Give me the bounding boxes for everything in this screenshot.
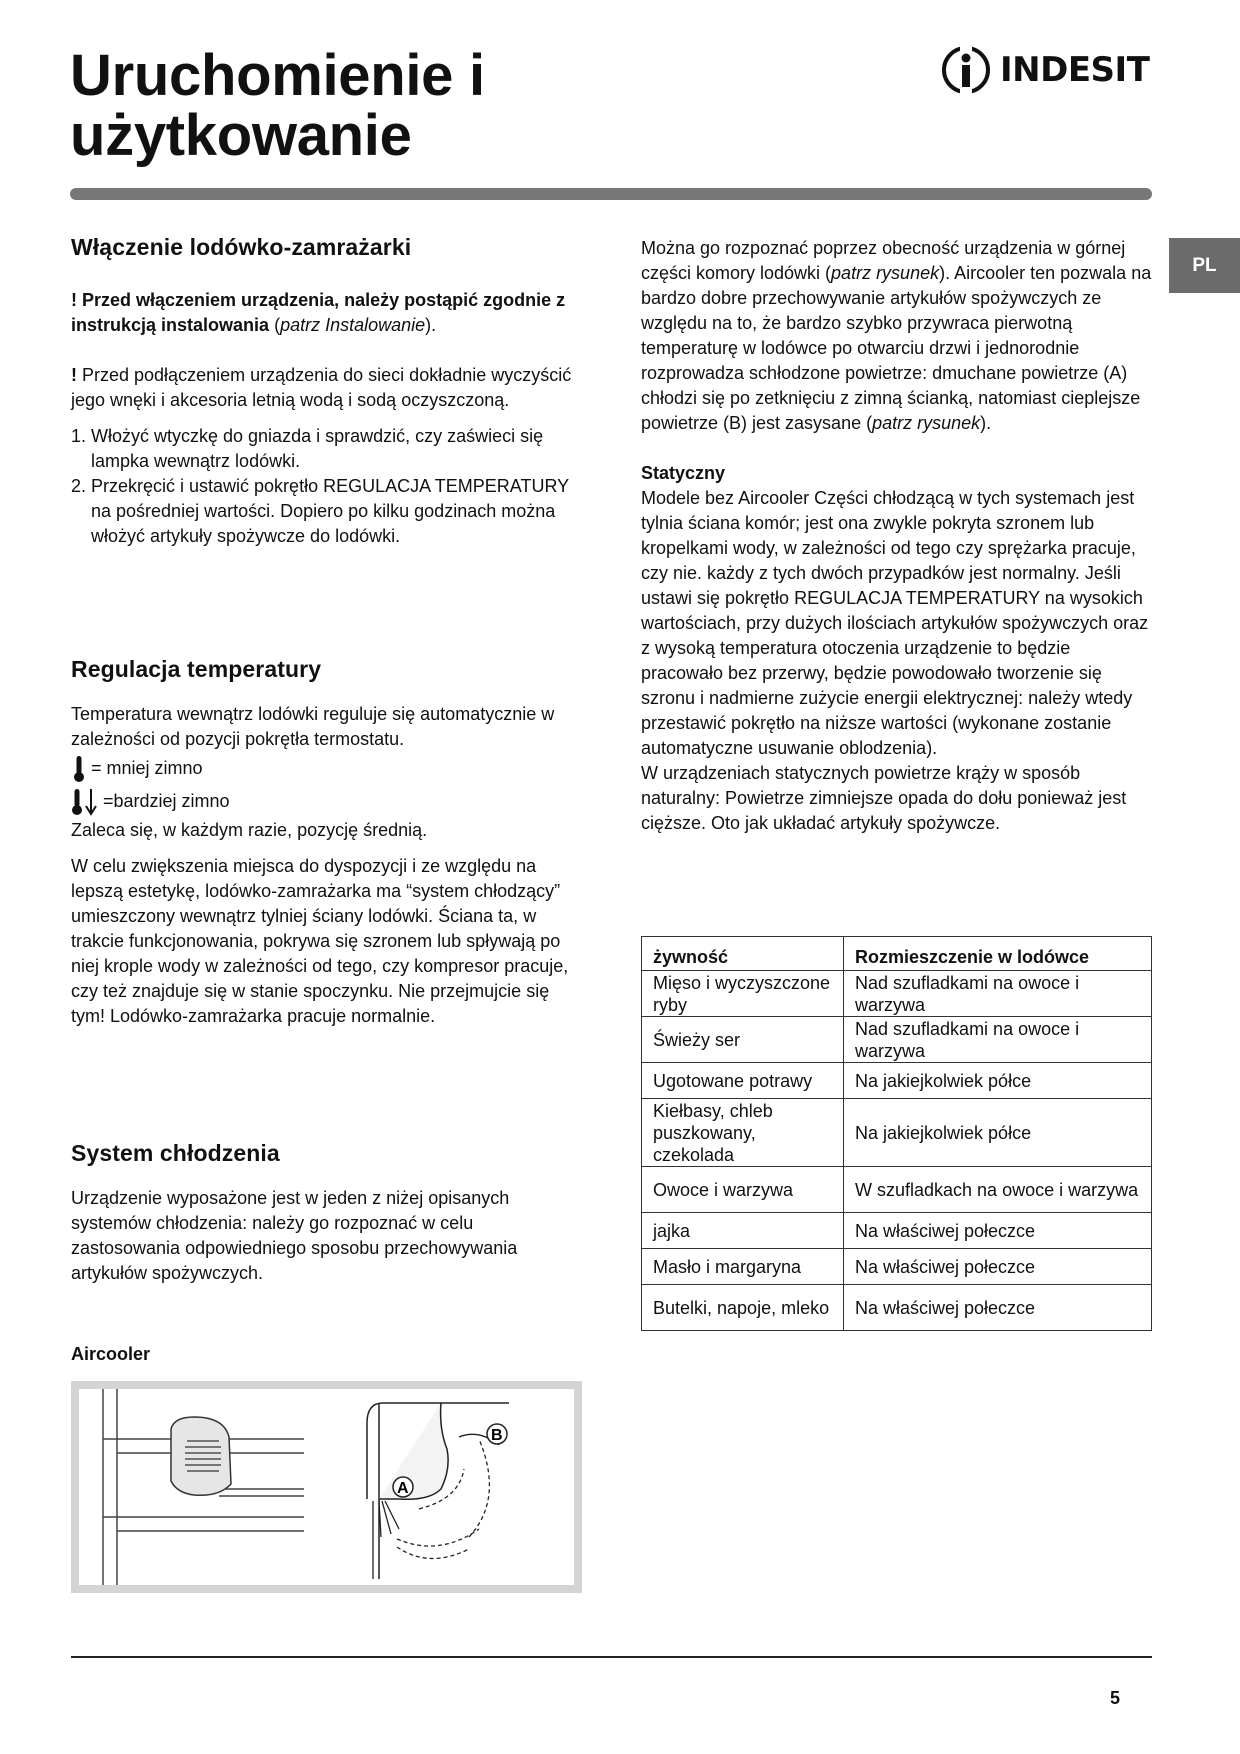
section-switch-on [71, 232, 586, 549]
table-cell-food: Owoce i warzywa [642, 1167, 844, 1213]
page-number: 5 [1110, 1688, 1121, 1708]
table-row [642, 1249, 1152, 1285]
table-cell-placement: Na właściwej połeczce [844, 1285, 1152, 1331]
table-cell-food: Mięso i wyczyszczone ryby [642, 971, 844, 1017]
table-cell-placement: Na właściwej połeczce [844, 1213, 1152, 1249]
indesit-logo-icon [940, 44, 992, 96]
table-cell-food: Świeży ser [642, 1017, 844, 1063]
aircooler-description [641, 236, 1156, 836]
temperature-description: W celu zwiększenia miejsca do dyspozycji i ze względu na lepszą estetykę, lodówko-zamrażarka ma “system chłodzący” umieszczony wewnątrz tylniej ściany lodówki. Ściana ta, w trakcie funkcjonowania, pokrywa się szronem lub spływają po niej krople wody w zależności od tego, czy kompresor pracuje, czy też znajduje się w stanie spoczynku. Nie przejmujcie się tym! Lodówko-zamrażarka pracuje normalnie. [71, 856, 569, 1026]
aircooler-label: Aircooler [71, 1344, 151, 1364]
table-header-row [642, 937, 1152, 971]
table-row [642, 1213, 1152, 1249]
page-title [70, 43, 770, 168]
table-header-placement: Rozmieszczenie w lodówce [844, 937, 1152, 971]
label-b: B [491, 1427, 503, 1444]
aircooler-device [171, 1417, 231, 1495]
aircooler-heading [71, 1342, 586, 1367]
static-paragraph-2: W urządzeniach statycznych powietrze krąży w sposób naturalny: Powietrze zimniejsze opada do dołu ponieważ jest cięższe. Oto jak układać artykuły spożywcze. [641, 763, 1127, 833]
table-cell-food: Ugotowane potrawy [642, 1063, 844, 1099]
footer-divider [71, 1656, 1152, 1658]
food-placement-table [641, 936, 1152, 1331]
table-row [642, 1017, 1152, 1063]
thermometer-arrow-icon [71, 787, 99, 817]
table-cell-food: Kiełbasy, chleb puszkowany, czekolada [642, 1099, 844, 1167]
temperature-intro: Temperatura wewnątrz lodówki reguluje się automatycznie w zależności od pozycji pokrętła termostatu. [71, 704, 555, 749]
table-row [642, 1099, 1152, 1167]
section-title-cooling: System chłodzenia [71, 1140, 280, 1166]
table-cell-placement: Nad szufladkami na owoce i warzywa [844, 1017, 1152, 1063]
table-cell-placement: Na jakiejkolwiek półce [844, 1063, 1152, 1099]
table-row [642, 971, 1152, 1017]
aircooler-paragraph: Można go rozpoznać poprzez obecność urządzenia w górnej części komory lodówki (patrz rysunek). Aircooler ten pozwala na bardzo dobre przechowywanie artykułów spożywczych ze względu na to, że bardzo szybko przywraca pierwotną temperaturę w lodówce po otwarciu drzwi i jednorodnie rozprowadza schłodzone powietrze: dmuchane powietrze (A) chłodzi się po zetknięciu z zimną ścianką, natomiast cieplejsze powietrze (B) jest zasysane (patrz rysunek). [641, 238, 1152, 433]
header-divider [70, 188, 1152, 200]
page-title-line1: Uruchomienie i [70, 43, 485, 108]
table-cell-food: jajka [642, 1213, 844, 1249]
label-a: A [397, 1480, 409, 1497]
table-cell-food: Butelki, napoje, mleko [642, 1285, 844, 1331]
table-row [642, 1167, 1152, 1213]
static-paragraph: Modele bez Aircooler Części chłodzącą w tych systemach jest tylnia ściana komór; jest ona zwykle pokryta szronem lub kropelkami wody, w zależności od tego czy sprężarka pracuje, czy nie. każdy z tych dwóch przypadków jest normalny. Jeśli ustawi się pokrętło REGULACJA TEMPERATURY na wysokich wartościach, przy dużych ilościach artykułów spożywczych oraz z wysoką temperatura otoczenia urządzenie to będzie pracowało bez przerwy, będzie powodowało tworzenie się szronu i nadmierne zużycie energii elektrycznej: należy wtedy przestawić pokrętło na niższe wartości (wykonane zostanie automatyczne usuwanie oblodzenia). [641, 488, 1149, 758]
warning-install: ! Przed włączeniem urządzenia, należy postąpić zgodnie z instrukcją instalowania (patrz Instalowanie). [71, 290, 566, 335]
indesit-logo [940, 42, 1150, 98]
section-cooling-system [71, 1138, 586, 1286]
list-item: 2. Przekręcić i ustawić pokrętło REGULACJA TEMPERATURY na pośredniej wartości. Dopiero po kilku godzinach można włożyć artykuły spożywcze do lodówki. [71, 476, 569, 546]
less-cold-line: = mniej zimno [71, 752, 586, 785]
warning-clean: ! Przed podłączeniem urządzenia do sieci dokładnie wyczyścić jego wnęki i akcesoria letnią wodą i sodą oczyszczoną. [71, 365, 572, 410]
aircooler-illustration [79, 1389, 574, 1585]
list-item: 1. Włożyć wtyczkę do gniazda i sprawdzić, czy zaświeci się lampka wewnątrz lodówki. [71, 426, 544, 471]
temperature-recommendation: Zaleca się, w każdym razie, pozycję średnią. [71, 820, 428, 840]
aircooler-figure [71, 1381, 582, 1593]
section-title-temperature: Regulacja temperatury [71, 656, 322, 682]
page-title-line2: użytkowanie [70, 103, 412, 168]
table-row [642, 1063, 1152, 1099]
table-row [642, 1285, 1152, 1331]
language-tab: PL [1169, 238, 1240, 293]
more-cold-line: =bardziej zimno [71, 785, 586, 818]
static-title: Statyczny [641, 463, 726, 483]
table-header-food: żywność [642, 937, 844, 971]
table-cell-placement: Na właściwej połeczce [844, 1249, 1152, 1285]
section-temperature [71, 654, 586, 1029]
cooling-intro: Urządzenie wyposażone jest w jeden z niżej opisanych systemów chłodzenia: należy go rozpoznać w celu zastosowania odpowiedniego sposobu przechowywania artykułów spożywczych. [71, 1188, 518, 1283]
table-cell-placement: Nad szufladkami na owoce i warzywa [844, 971, 1152, 1017]
section-title-switch-on: Włączenie lodówko-zamrażarki [71, 234, 412, 260]
thermometer-icon [71, 755, 87, 783]
table-cell-placement: Na jakiejkolwiek półce [844, 1099, 1152, 1167]
logo-text: INDESIT [1000, 50, 1150, 90]
table-cell-placement: W szufladkach na owoce i warzywa [844, 1167, 1152, 1213]
steps-list [71, 424, 586, 549]
table-cell-food: Masło i margaryna [642, 1249, 844, 1285]
